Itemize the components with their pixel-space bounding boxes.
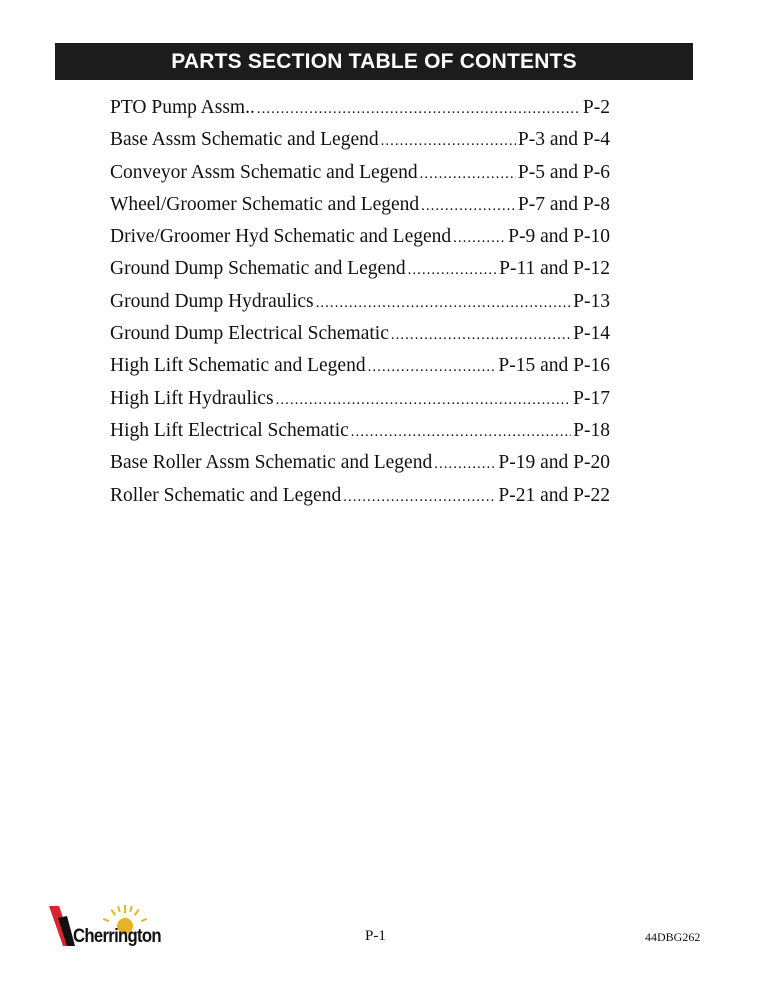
- page-number: P-1: [365, 928, 386, 944]
- toc-entry: [110, 221, 610, 253]
- page-title-bar: [55, 43, 693, 80]
- toc-entry-label: Ground Dump Hydraulics: [110, 290, 314, 312]
- dot-leader: [434, 448, 496, 480]
- toc-entry: [110, 157, 610, 189]
- toc-entry-page: P-5 and P-6: [517, 161, 610, 183]
- toc-entry: [110, 286, 610, 318]
- dot-leader: [421, 190, 516, 222]
- toc-entry-label: Drive/Groomer Hyd Schematic and Legend: [110, 226, 452, 248]
- dot-leader: [257, 93, 581, 125]
- toc-entry-label: Ground Dump Electrical Schematic: [110, 323, 389, 345]
- toc-entry-page: P-13: [573, 290, 610, 312]
- toc-entry-label: High Lift Electrical Schematic: [110, 419, 349, 441]
- toc-entry: [110, 350, 610, 382]
- toc-entry: [110, 447, 610, 479]
- dot-leader: [420, 158, 516, 190]
- cherrington-logo: [45, 900, 180, 955]
- dot-leader: [408, 254, 497, 286]
- toc-entry-page: P-15 and P-16: [498, 355, 610, 377]
- toc-entry: [110, 480, 610, 512]
- page-title: PARTS SECTION TABLE OF CONTENTS: [171, 49, 577, 73]
- toc-entry-page: P-21 and P-22: [498, 484, 610, 506]
- toc-entry-page: P-9 and P-10: [508, 226, 610, 248]
- toc-entry: [110, 124, 610, 156]
- toc-entry-label: Base Roller Assm Schematic and Legend: [110, 452, 433, 474]
- toc-entry-label: High Lift Schematic and Legend: [110, 355, 366, 377]
- dot-leader: [391, 319, 571, 351]
- toc-entry: [110, 383, 610, 415]
- toc-entry-page: P-11 and P-12: [499, 258, 610, 280]
- toc-entry: [110, 415, 610, 447]
- dot-leader: [351, 416, 571, 448]
- toc-entry-page: P-2: [582, 97, 610, 118]
- dot-leader: [276, 384, 572, 416]
- toc-entry-label: PTO Pump Assm..: [110, 97, 255, 118]
- toc-entry-page: P-14: [573, 323, 610, 345]
- toc-entry-page: P-7 and P-8: [517, 193, 610, 215]
- toc-entry: [110, 318, 610, 350]
- dot-leader: [368, 351, 497, 383]
- toc-entry: [110, 92, 610, 124]
- toc-entry: [110, 189, 610, 221]
- toc-entry-label: Wheel/Groomer Schematic and Legend: [110, 193, 420, 215]
- logo-text: Cherrington: [73, 926, 161, 947]
- table-of-contents: [110, 92, 610, 512]
- toc-entry-label: Ground Dump Schematic and Legend: [110, 258, 406, 280]
- dot-leader: [316, 287, 572, 319]
- dot-leader: [453, 222, 506, 254]
- toc-entry-page: P-19 and P-20: [498, 452, 610, 474]
- toc-entry-page: P-17: [573, 387, 610, 409]
- dot-leader: [381, 125, 516, 157]
- toc-entry-page: P-3 and P-4: [517, 129, 610, 151]
- toc-entry-label: Roller Schematic and Legend: [110, 484, 342, 506]
- toc-entry: [110, 253, 610, 285]
- toc-entry-label: Base Assm Schematic and Legend: [110, 129, 379, 151]
- toc-entry-page: P-18: [573, 419, 610, 441]
- toc-entry-label: Conveyor Assm Schematic and Legend: [110, 161, 418, 183]
- dot-leader: [343, 481, 496, 513]
- toc-entry-label: High Lift Hydraulics: [110, 387, 274, 409]
- document-code: 44DBG262: [645, 930, 701, 944]
